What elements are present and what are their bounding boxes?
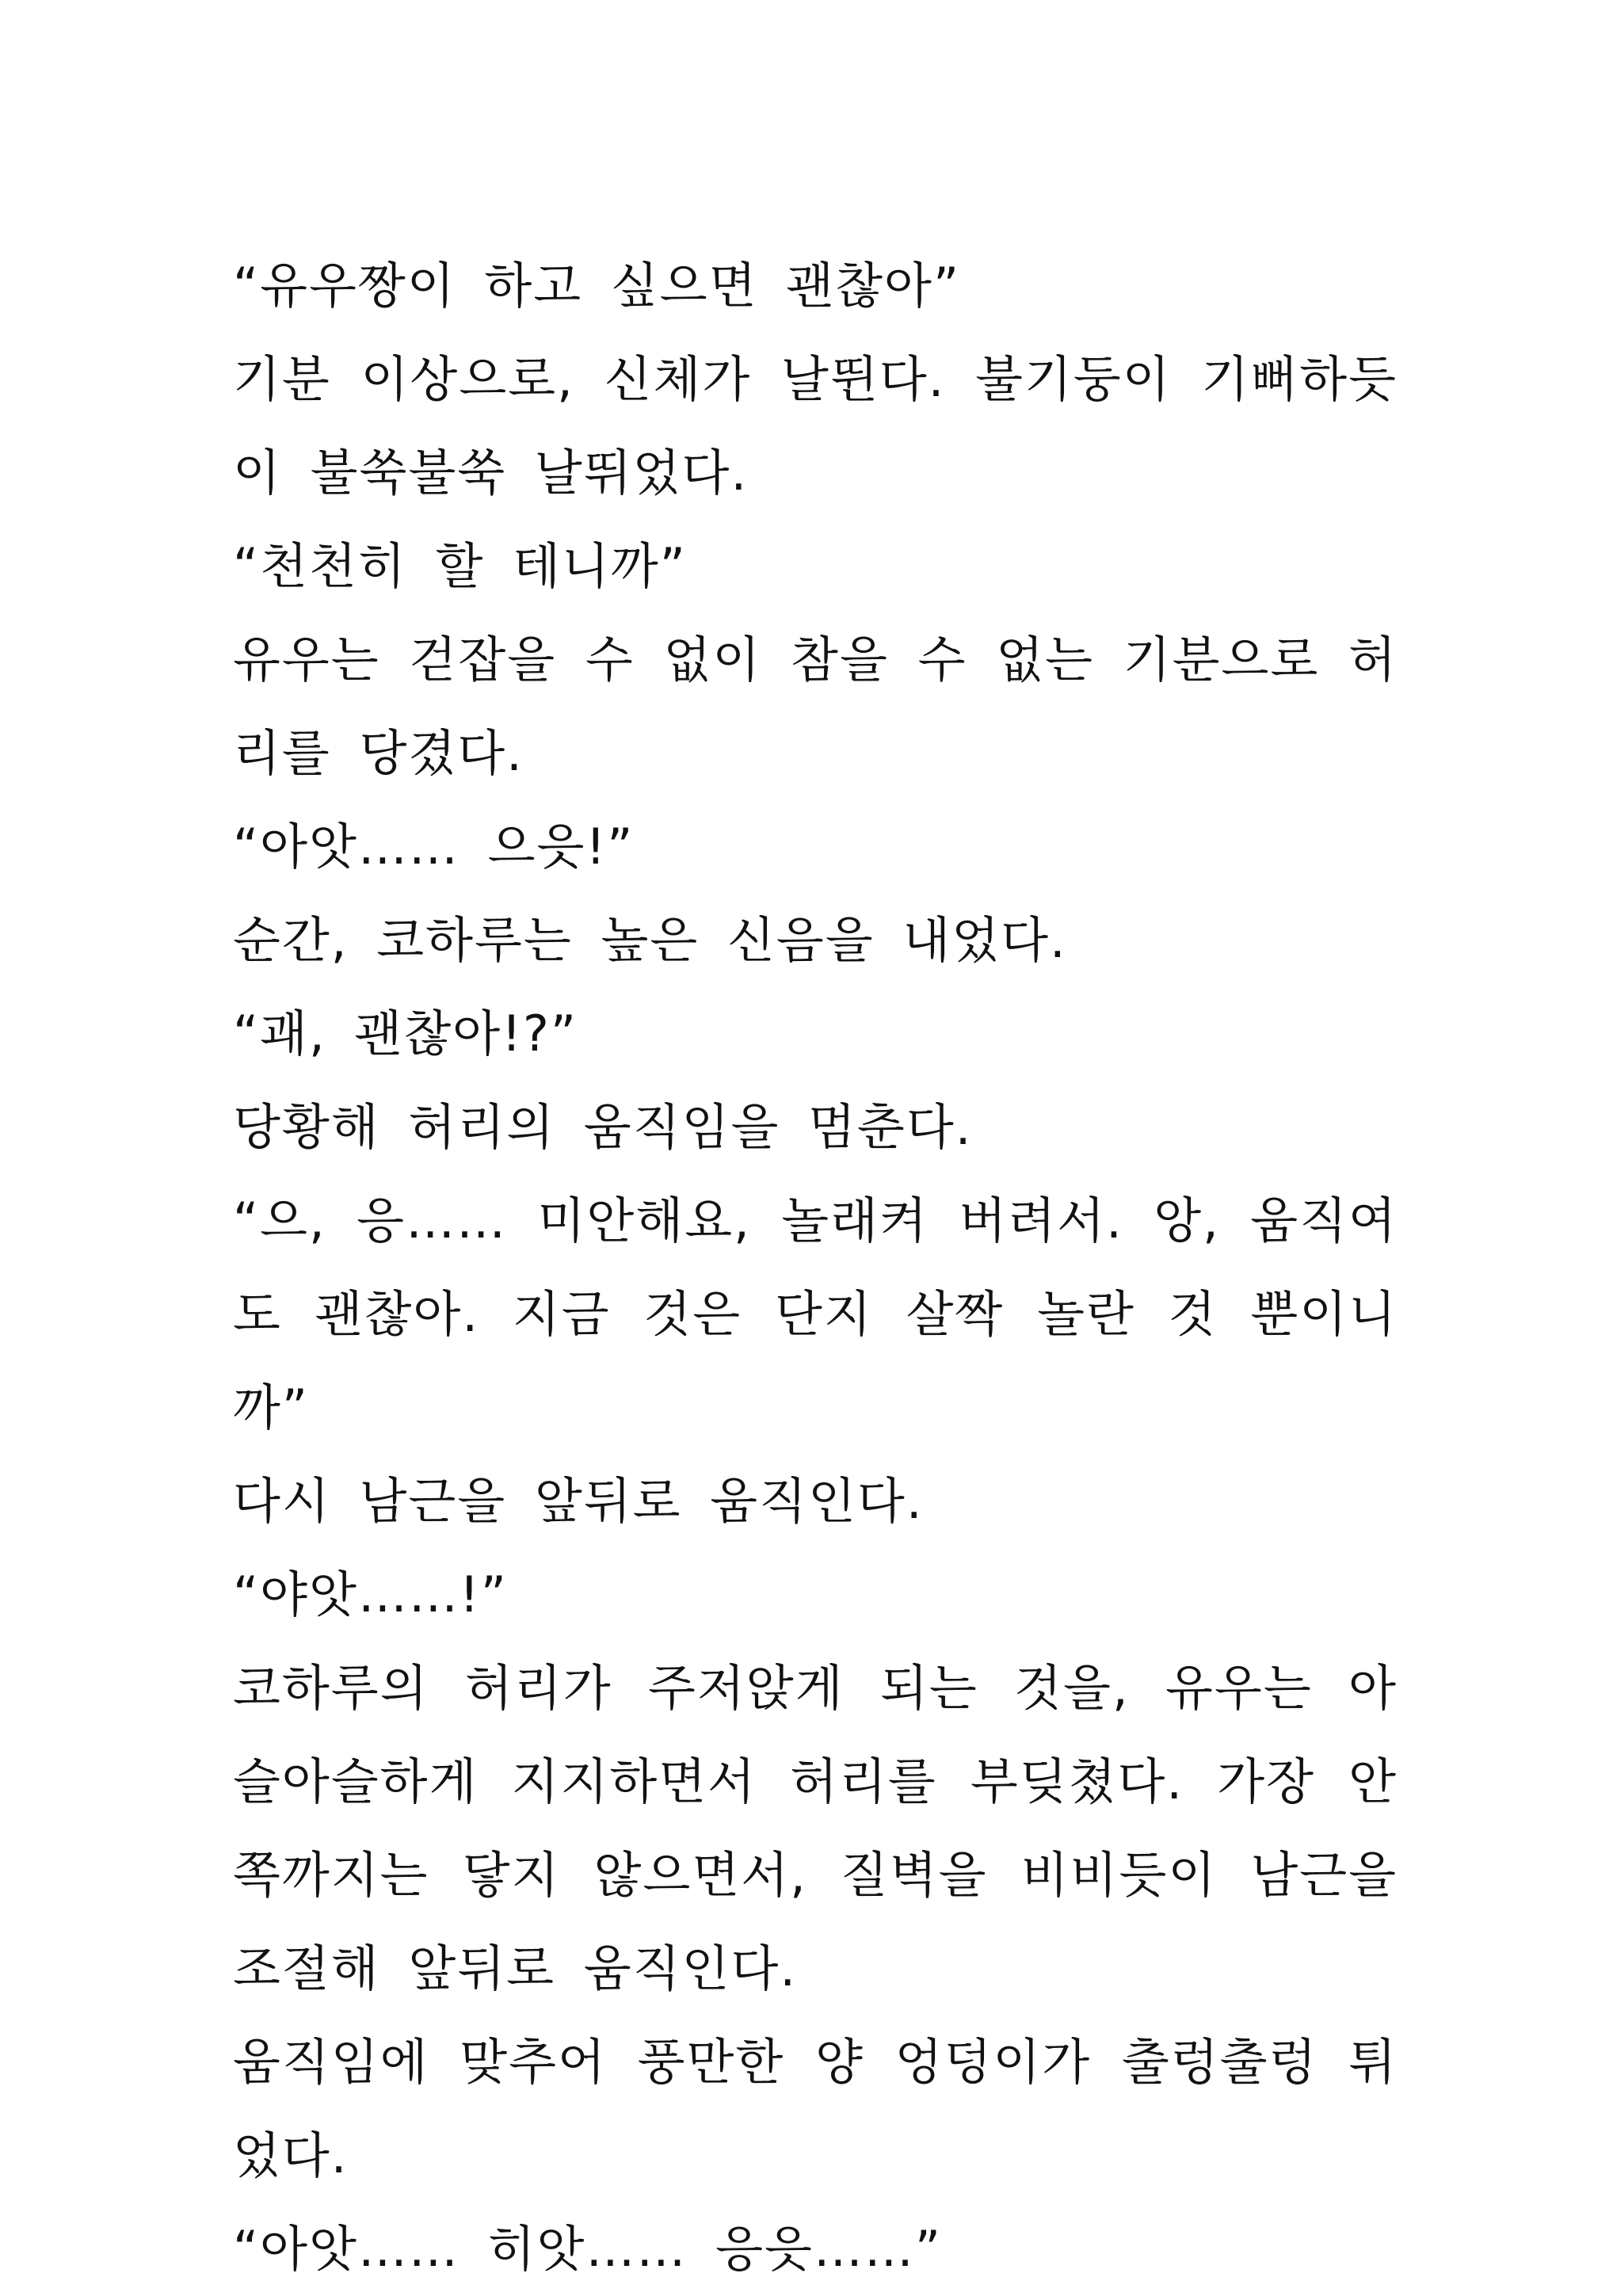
paragraph: 유우는 걷잡을 수 없이 참을 수 없는 기분으로 허리를 당겼다. [233, 631, 1398, 782]
body-text [233, 239, 1398, 2296]
paragraph: 코하루의 허리가 주저앉게 되는 것을, 유우는 아슬아슬하게 지지하면서 허리를 부딪쳤다. 가장 안쪽까지는 닿지 않으면서, 질벽을 비비듯이 남근을 조절해 앞뒤로 움직인다. [233, 1659, 1398, 1997]
paragraph: “아앗…… 히앗…… 응읏……” [233, 2220, 943, 2278]
paragraph: “아앗…… 으읏!” [233, 818, 635, 875]
paragraph: “으, 응…… 미안해요, 놀래켜 버려서. 앙, 움직여도 괜찮아. 지금 것은 단지 살짝 놀란 것 뿐이니까” [233, 1192, 1398, 1436]
paragraph: 움직임에 맞추어 풍만한 양 엉덩이가 출렁출렁 튀었다. [233, 2033, 1398, 2184]
paragraph: “괘, 괜찮아!?” [233, 1005, 578, 1062]
paragraph: 당황해 허리의 움직임을 멈춘다. [233, 1098, 973, 1156]
paragraph: “천천히 할 테니까” [233, 537, 687, 595]
paragraph: “유우짱이 하고 싶으면 괜찮아” [233, 257, 961, 315]
paragraph: 다시 남근을 앞뒤로 움직인다. [233, 1472, 924, 1530]
paragraph: 기분 이상으로, 신체가 날뛴다. 불기둥이 기뻐하듯이 불쑥불쑥 날뛰었다. [233, 350, 1398, 502]
paragraph: “야앗……!” [233, 1566, 508, 1623]
paragraph: 순간, 코하루는 높은 신음을 내었다. [233, 911, 1067, 969]
